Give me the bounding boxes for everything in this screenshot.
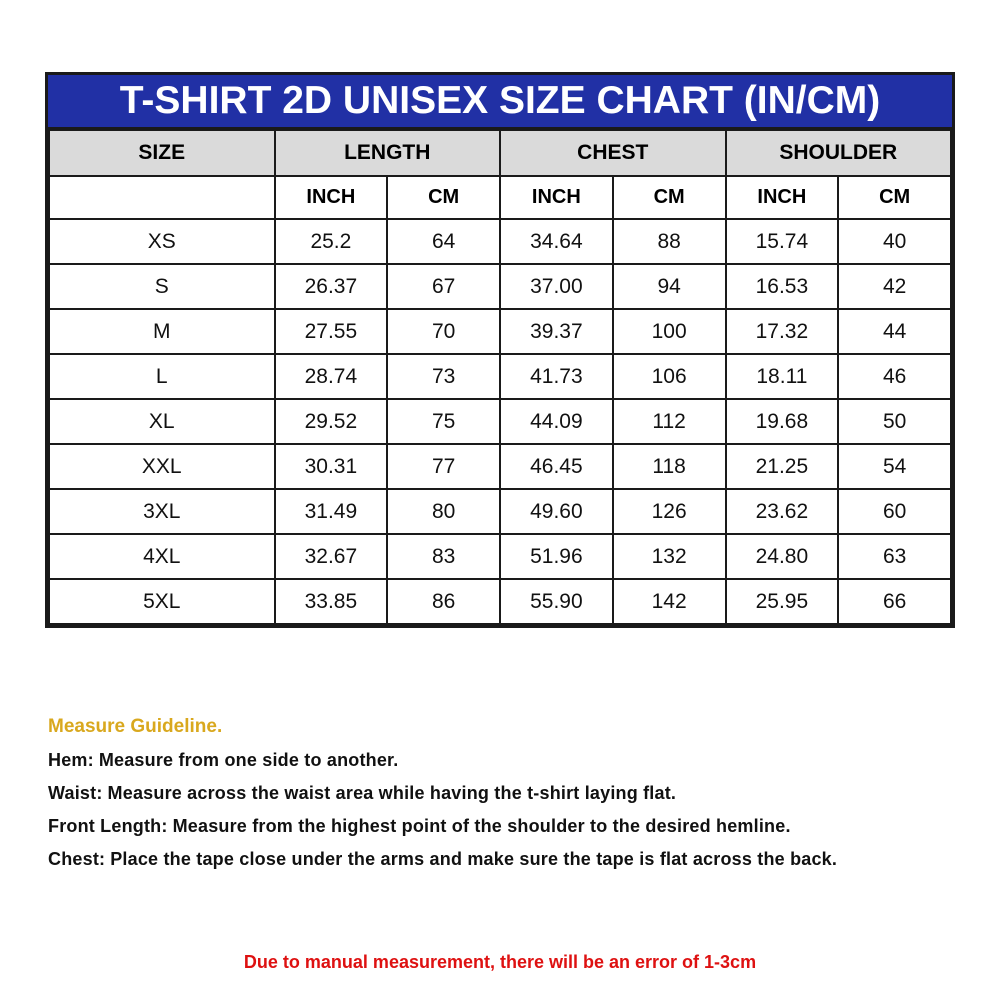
length-cm-cell: 64 (387, 219, 500, 264)
length-cm-cell: 83 (387, 534, 500, 579)
shoulder-inch-cell: 24.80 (726, 534, 839, 579)
size-cell: 4XL (49, 534, 275, 579)
column-header-size: SIZE (49, 130, 275, 176)
chest-inch-cell: 37.00 (500, 264, 613, 309)
table-row-m (49, 309, 951, 354)
length-inch-cell: 32.67 (275, 534, 388, 579)
chest-inch-cell: 41.73 (500, 354, 613, 399)
size-table (48, 129, 952, 625)
guideline-text: Measure from one side to another. (98, 750, 399, 770)
shoulder-cm-cell: 60 (838, 489, 951, 534)
size-chart-panel (45, 72, 955, 628)
length-inch-cell: 28.74 (275, 354, 388, 399)
length-cm-cell: 67 (387, 264, 500, 309)
length-cm-cell: 86 (387, 579, 500, 624)
chest-cm-cell: 142 (613, 579, 726, 624)
guideline-label: Hem: (48, 750, 94, 770)
size-cell: XS (49, 219, 275, 264)
shoulder-inch-cell: 17.32 (726, 309, 839, 354)
chest-cm-cell: 112 (613, 399, 726, 444)
size-cell: L (49, 354, 275, 399)
chest-inch-cell: 34.64 (500, 219, 613, 264)
shoulder-inch-cell: 15.74 (726, 219, 839, 264)
table-row-5xl (49, 579, 951, 624)
length-inch-cell: 26.37 (275, 264, 388, 309)
length-cm-cell: 73 (387, 354, 500, 399)
chest-inch-cell: 44.09 (500, 399, 613, 444)
table-row-s (49, 264, 951, 309)
chest-inch-cell: 39.37 (500, 309, 613, 354)
length-cm-cell: 80 (387, 489, 500, 534)
shoulder-cm-cell: 42 (838, 264, 951, 309)
shoulder-cm-cell: 63 (838, 534, 951, 579)
shoulder-inch-cell: 25.95 (726, 579, 839, 624)
size-cell: XXL (49, 444, 275, 489)
size-cell: XL (49, 399, 275, 444)
guideline-item-waist (48, 783, 948, 804)
unit-header-spacer (49, 176, 275, 219)
shoulder-cm-cell: 54 (838, 444, 951, 489)
column-header-shoulder: SHOULDER (726, 130, 952, 176)
size-cell: S (49, 264, 275, 309)
length-inch-cell: 31.49 (275, 489, 388, 534)
size-cell: 5XL (49, 579, 275, 624)
chest-cm-cell: 106 (613, 354, 726, 399)
chest-cm-cell: 126 (613, 489, 726, 534)
shoulder-cm-cell: 50 (838, 399, 951, 444)
unit-header-row (49, 176, 951, 219)
table-row-xs (49, 219, 951, 264)
unit-header-length-inch: INCH (275, 176, 388, 219)
shoulder-inch-cell: 23.62 (726, 489, 839, 534)
shoulder-cm-cell: 44 (838, 309, 951, 354)
chest-cm-cell: 94 (613, 264, 726, 309)
table-row-xxl (49, 444, 951, 489)
chest-inch-cell: 46.45 (500, 444, 613, 489)
guideline-text: Place the tape close under the arms and make sure the tape is flat across the back. (110, 849, 838, 869)
column-header-chest: CHEST (500, 130, 726, 176)
size-cell: M (49, 309, 275, 354)
chest-cm-cell: 118 (613, 444, 726, 489)
chest-inch-cell: 51.96 (500, 534, 613, 579)
table-row-xl (49, 399, 951, 444)
length-inch-cell: 27.55 (275, 309, 388, 354)
unit-header-shoulder-cm: CM (838, 176, 951, 219)
unit-header-chest-cm: CM (613, 176, 726, 219)
size-cell: 3XL (49, 489, 275, 534)
table-row-3xl (49, 489, 951, 534)
length-inch-cell: 29.52 (275, 399, 388, 444)
shoulder-inch-cell: 21.25 (726, 444, 839, 489)
column-group-header-row (49, 130, 951, 176)
chest-cm-cell: 100 (613, 309, 726, 354)
length-cm-cell: 75 (387, 399, 500, 444)
shoulder-cm-cell: 66 (838, 579, 951, 624)
guideline-item-hem (48, 750, 948, 771)
shoulder-inch-cell: 16.53 (726, 264, 839, 309)
shoulder-cm-cell: 40 (838, 219, 951, 264)
unit-header-shoulder-inch: INCH (726, 176, 839, 219)
length-inch-cell: 33.85 (275, 579, 388, 624)
length-cm-cell: 77 (387, 444, 500, 489)
guideline-text: Measure across the waist area while having the t-shirt laying flat. (107, 783, 677, 803)
length-inch-cell: 30.31 (275, 444, 388, 489)
chart-title: T-SHIRT 2D UNISEX SIZE CHART (IN/CM) (48, 75, 952, 129)
shoulder-cm-cell: 46 (838, 354, 951, 399)
table-row-4xl (49, 534, 951, 579)
length-inch-cell: 25.2 (275, 219, 388, 264)
length-cm-cell: 70 (387, 309, 500, 354)
unit-header-length-cm: CM (387, 176, 500, 219)
shoulder-inch-cell: 18.11 (726, 354, 839, 399)
guideline-item-front-length (48, 816, 948, 837)
column-header-length: LENGTH (275, 130, 501, 176)
table-row-l (49, 354, 951, 399)
chest-inch-cell: 49.60 (500, 489, 613, 534)
measure-guideline-heading: Measure Guideline. (48, 716, 223, 737)
measure-guideline-section (48, 716, 948, 870)
measurement-error-note: Due to manual measurement, there will be an error of 1-3cm (243, 952, 757, 972)
chest-inch-cell: 55.90 (500, 579, 613, 624)
unit-header-chest-inch: INCH (500, 176, 613, 219)
guideline-text: Measure from the highest point of the shoulder to the desired hemline. (172, 816, 791, 836)
guideline-label: Chest: (48, 849, 106, 869)
guideline-label: Front Length: (48, 816, 168, 836)
chest-cm-cell: 132 (613, 534, 726, 579)
chest-cm-cell: 88 (613, 219, 726, 264)
guideline-label: Waist: (48, 783, 103, 803)
guideline-item-chest (48, 849, 948, 870)
shoulder-inch-cell: 19.68 (726, 399, 839, 444)
